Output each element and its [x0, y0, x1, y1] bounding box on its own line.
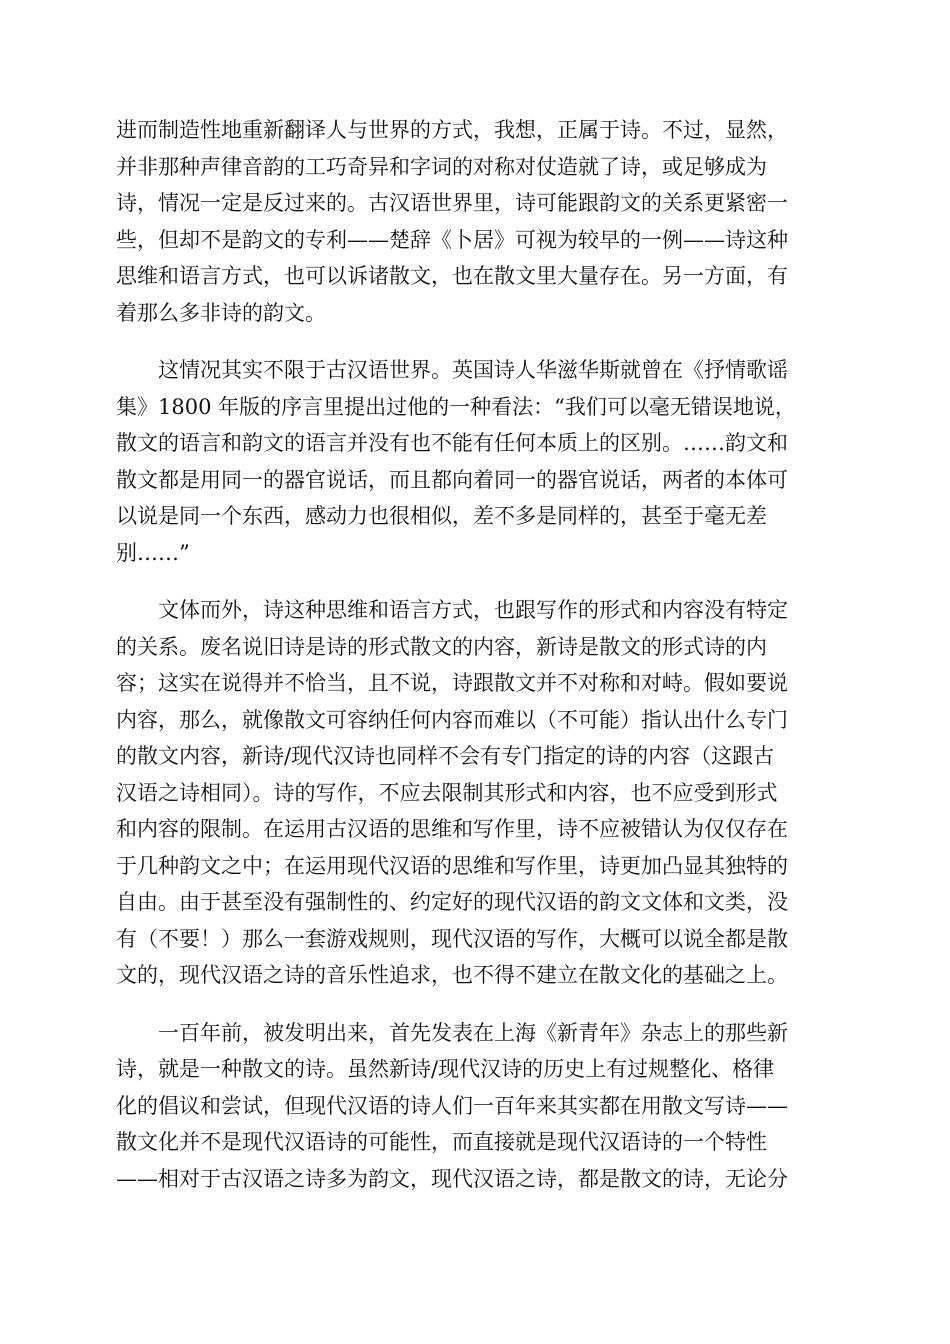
text-line: 于几种韵文之中；在运用现代汉语的思维和写作里，诗更加凸显其独特的	[116, 853, 788, 878]
text-line: 并非那种声律音韵的工巧奇异和字词的对称对仗造就了诗，或足够成为	[116, 154, 767, 179]
text-line: 文体而外，诗这种思维和语言方式，也跟写作的形式和内容没有特定	[158, 598, 788, 622]
text-line: 别……”	[116, 540, 190, 565]
text-line: 和内容的限制。在运用古汉语的思维和写作里，诗不应被错认为仅仅存在	[116, 817, 788, 841]
text-line: 容；这实在说得并不恰当，且不说，诗跟散文并不对称和对峙。假如要说	[116, 671, 788, 695]
text-line: 诗，就是一种散文的诗。虽然新诗/现代汉诗的历史上有过规整化、格律	[116, 1057, 775, 1081]
text-line: 集》1800 年版的序言里提出过他的一种看法：“我们可以毫无错误地说，	[116, 394, 796, 419]
paragraph-4	[116, 1015, 836, 1198]
text-line: 散文都是用同一的器官说话，而且都向着同一的器官说话，两者的本体可	[116, 467, 788, 492]
text-line: 进而制造性地重新翻译人与世界的方式，我想，正属于诗。不过，显然，	[116, 118, 788, 142]
paragraph-gap	[116, 571, 836, 592]
text-line: 的关系。废名说旧诗是诗的形式散文的内容，新诗是散文的形式诗的内	[116, 634, 767, 659]
text-line: 着那么多非诗的韵文。	[116, 300, 326, 325]
text-line: 自由。由于甚至没有强制性的、约定好的现代汉语的韵文文体和文类，没	[116, 890, 788, 914]
text-line: 以说是同一个东西，感动力也很相似，差不多是同样的，甚至于毫无差	[116, 504, 767, 528]
text-line: ——相对于古汉语之诗多为韵文，现代汉语之诗，都是散文的诗，无论分	[116, 1166, 788, 1191]
document-page	[116, 112, 836, 1197]
text-line: 思维和语言方式，也可以诉诸散文，也在散文里大量存在。另一方面，有	[116, 264, 788, 288]
paragraph-gap	[116, 994, 836, 1015]
paragraph-3	[116, 592, 836, 994]
text-line: 些，但却不是韵文的专利——楚辞《卜居》可视为较早的一例——诗这种	[116, 227, 788, 252]
paragraph-1	[116, 112, 836, 331]
paragraph-2	[116, 352, 836, 571]
text-line: 化的倡议和尝试，但现代汉语的诗人们一百年来其实都在用散文写诗——	[116, 1093, 788, 1118]
text-line: 一百年前，被发明出来，首先发表在上海《新青年》杂志上的那些新	[158, 1020, 788, 1045]
text-line: 的散文内容，新诗/现代汉诗也同样不会有专门指定的诗的内容（这跟古	[116, 744, 775, 768]
text-line: 这情况其实不限于古汉语世界。英国诗人华滋华斯就曾在《抒情歌谣	[158, 358, 788, 382]
text-line: 诗，情况一定是反过来的。古汉语世界里，诗可能跟韵文的关系更紧密一	[116, 191, 788, 215]
text-line: 汉语之诗相同）。诗的写作，不应去限制其形式和内容，也不应受到形式	[116, 780, 778, 805]
text-line: 内容，那么，就像散文可容纳任何内容而难以（不可能）指认出什么专门	[116, 707, 788, 732]
text-line: 文的，现代汉语之诗的音乐性追求，也不得不建立在散文化的基础之上。	[116, 963, 788, 987]
text-line: 散文的语言和韵文的语言并没有也不能有任何本质上的区别。……韵文和	[116, 431, 788, 455]
text-line: 散文化并不是现代汉语诗的可能性，而直接就是现代汉语诗的一个特性	[116, 1130, 767, 1154]
paragraph-gap	[116, 331, 836, 352]
text-line: 有（不要！）那么一套游戏规则，现代汉语的写作，大概可以说全都是散	[116, 926, 788, 951]
